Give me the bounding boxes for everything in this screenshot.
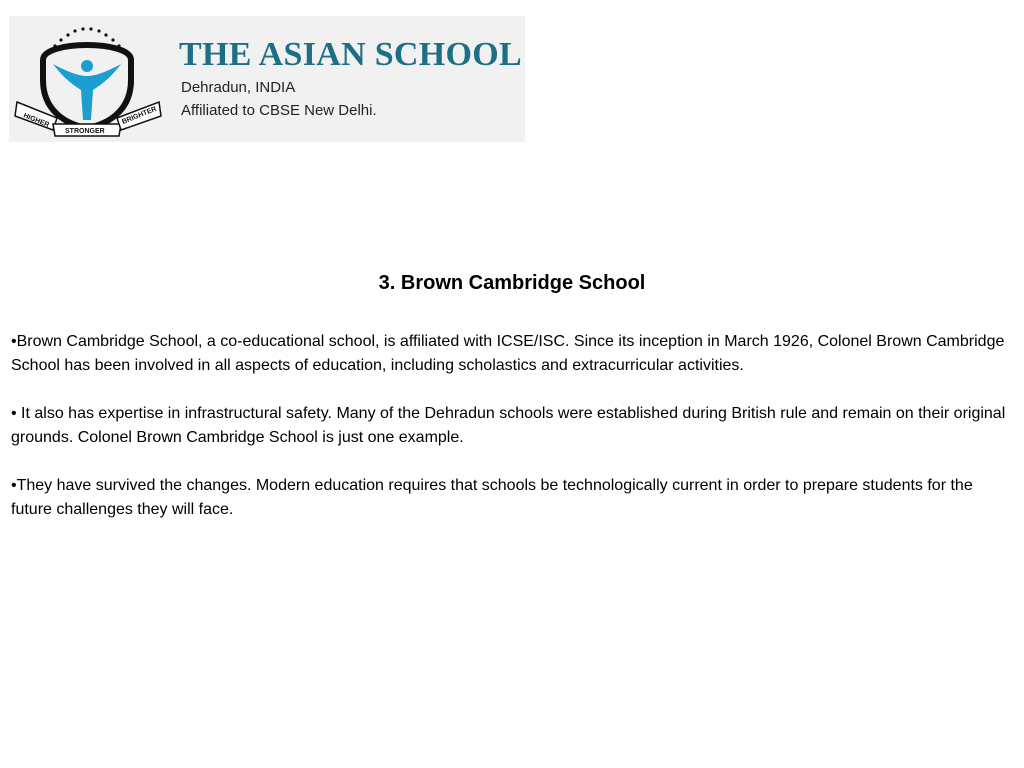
school-name: THE ASIAN SCHOOL [179, 36, 523, 73]
logo-word-brighter: BRIGHTER [121, 105, 158, 126]
body-paragraph-2: • It also has expertise in infrastructural safety. Many of the Dehradun schools were established during British rule and remain on their original grounds. Colonel Brown Cambridge School is just one example. [11, 405, 1006, 446]
body-paragraph-1: •Brown Cambridge School, a co-educational school, is affiliated with ICSE/ISC. Since its inception in March 1926, Colonel Brown Cambridge School has been involved in all aspects of education, including scholastics and extracurricular activities. [11, 333, 1005, 374]
body-paragraph-3: •They have survived the changes. Modern education requires that schools be technologically current in order to prepare students for the future challenges they will face. [11, 477, 973, 518]
logo-word-higher: HIGHER [22, 112, 51, 130]
school-banner [9, 16, 525, 142]
slide-title: 3. Brown Cambridge School [378, 272, 646, 294]
school-location: Dehradun, INDIA [181, 79, 296, 96]
slide-body [11, 330, 1011, 546]
school-affiliation: Affiliated to CBSE New Delhi. [181, 102, 377, 119]
school-logo-emblem [13, 20, 163, 138]
logo-word-stronger: STRONGER [65, 128, 105, 135]
